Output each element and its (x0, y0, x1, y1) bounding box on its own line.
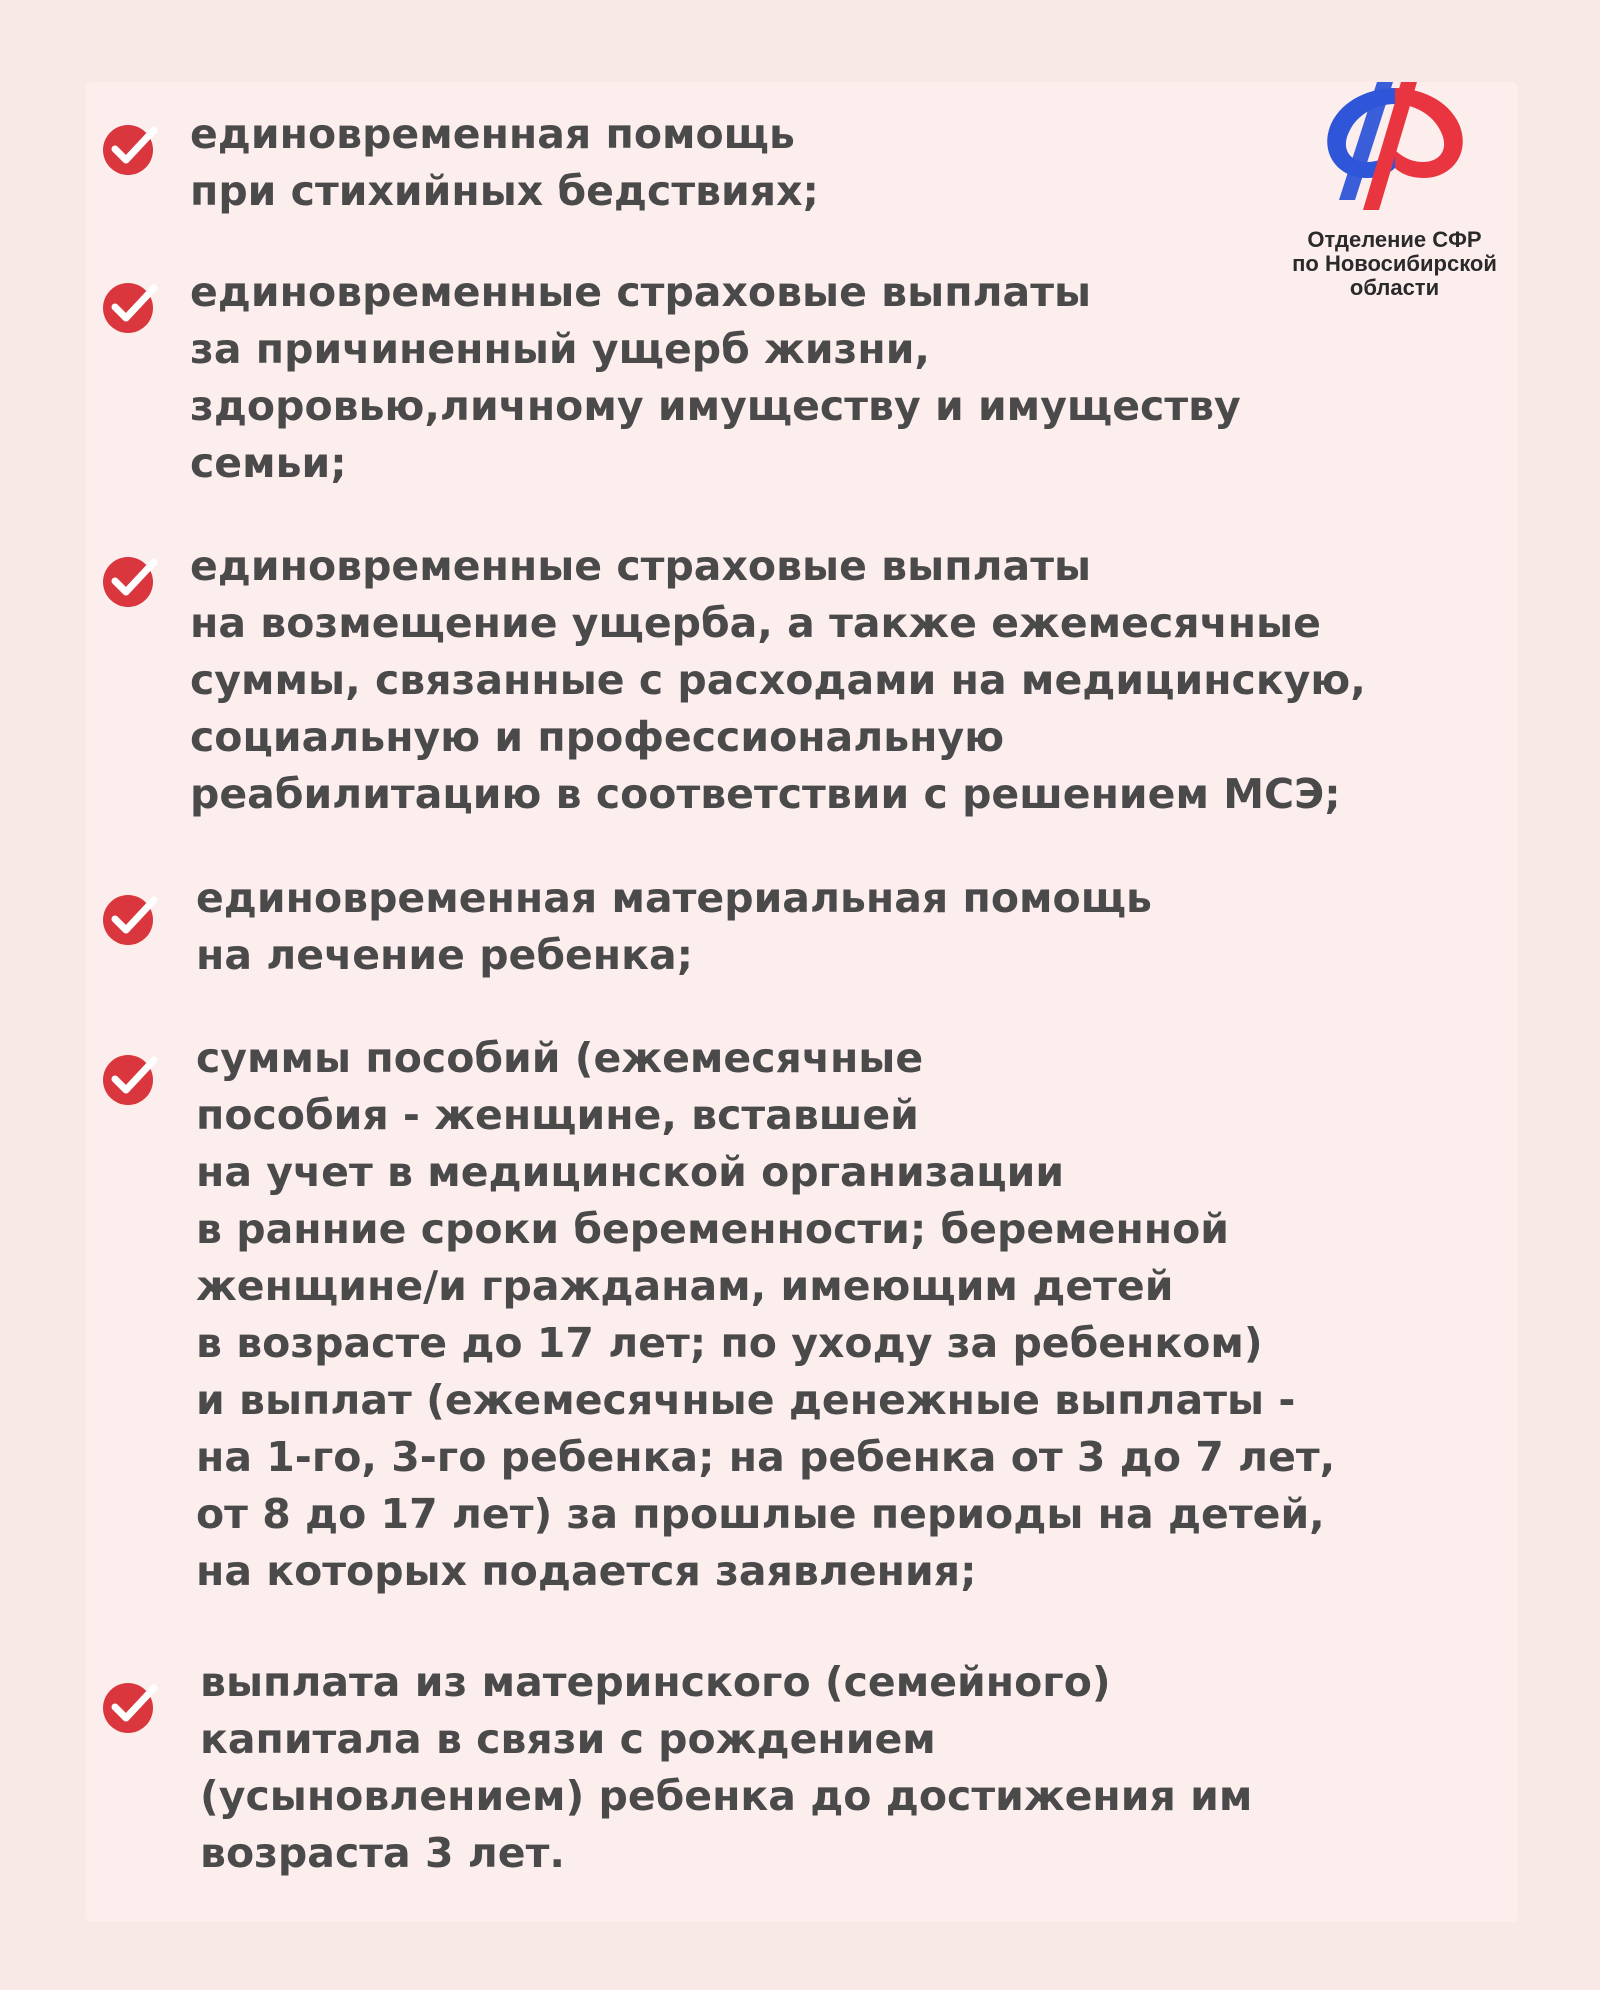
item-line: суммы, связанные с расходами на медицинскую, (190, 656, 1366, 704)
item-line: семьи; (190, 439, 347, 487)
sfr-emblem-icon (1321, 80, 1469, 212)
logo-caption (1262, 228, 1527, 300)
logo-caption-line: Отделение СФР (1307, 227, 1482, 252)
item-line: на 1-го, 3-го ребенка; на ребенка от 3 до 7 лет, (196, 1433, 1336, 1481)
item-line: единовременная помощь (190, 110, 795, 158)
item-line: реабилитацию в соответствии с решением МСЭ; (190, 770, 1341, 818)
item-line: (усыновлением) ребенка до достижения им (200, 1772, 1253, 1820)
item-line: женщине/и гражданам, имеющим детей (196, 1262, 1174, 1310)
item-line: суммы пособий (ежемесячные (196, 1034, 924, 1082)
item-line: здоровью,личному имуществу и имуществу (190, 382, 1241, 430)
check-circle-icon (102, 552, 160, 608)
item-line: единовременные страховые выплаты (190, 268, 1092, 316)
item-line: единовременная материальная помощь (196, 874, 1152, 922)
check-circle-icon (102, 1050, 160, 1106)
item-line: и выплат (ежемесячные денежные выплаты - (196, 1376, 1296, 1424)
item-line: единовременные страховые выплаты (190, 542, 1092, 590)
check-circle-icon (102, 120, 160, 176)
item-line: на возмещение ущерба, а также ежемесячные (190, 599, 1321, 647)
item-line: социальную и профессиональную (190, 713, 1005, 761)
logo-caption-line: области (1349, 275, 1440, 300)
item-line: пособия - женщине, вставшей (196, 1091, 919, 1139)
logo-caption-line: по Новосибирской (1292, 251, 1497, 276)
item-line: капитала в связи с рождением (200, 1715, 936, 1763)
sfr-logo (1262, 80, 1527, 300)
item-line: за причиненный ущерб жизни, (190, 325, 931, 373)
item-line: выплата из материнского (семейного) (200, 1658, 1111, 1706)
item-line: на лечение ребенка; (196, 931, 694, 979)
item-line: в возрасте до 17 лет; по уходу за ребенком) (196, 1319, 1263, 1367)
item-line: возраста 3 лет. (200, 1829, 565, 1877)
check-circle-icon (102, 1678, 160, 1734)
item-line: на которых подается заявления; (196, 1547, 977, 1595)
check-circle-icon (102, 278, 160, 334)
item-line: при стихийных бедствиях; (190, 167, 819, 215)
item-line: на учет в медицинской организации (196, 1148, 1065, 1196)
check-circle-icon (102, 890, 160, 946)
item-line: в ранние сроки беременности; беременной (196, 1205, 1230, 1253)
item-line: от 8 до 17 лет) за прошлые периоды на детей, (196, 1490, 1325, 1538)
